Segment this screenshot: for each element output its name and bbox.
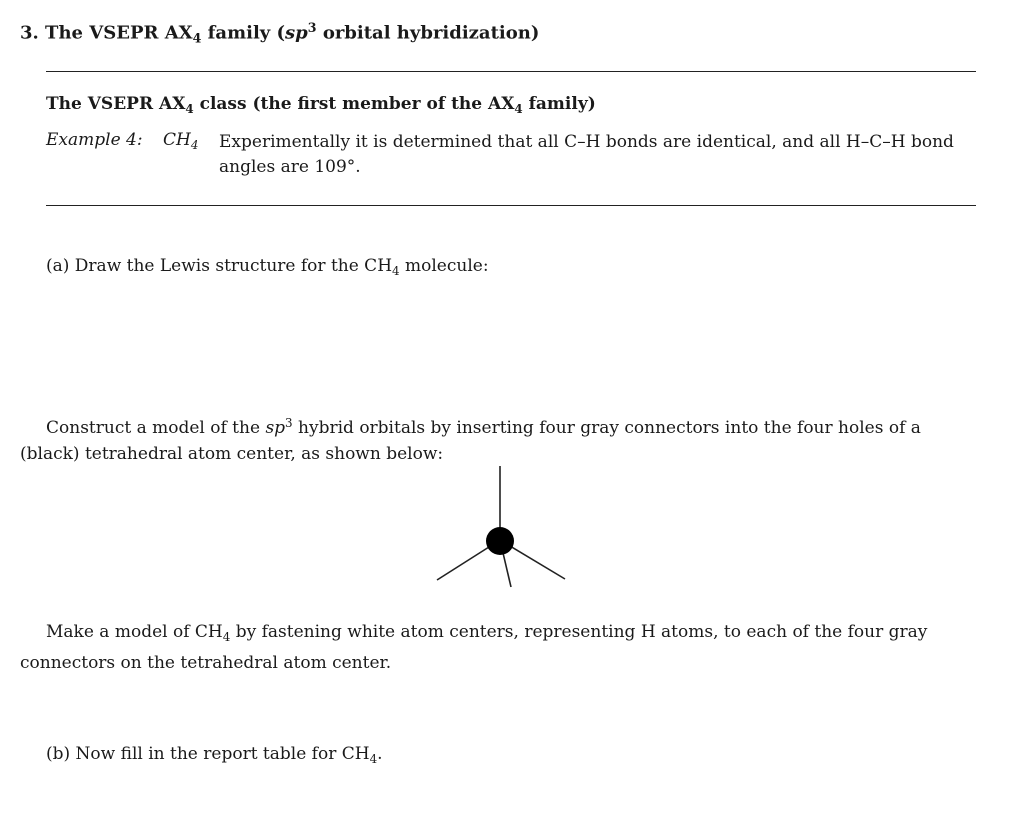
- class-subtitle: The VSEPR $AX_4$ class (the first member of the $AX_4$ family): [46, 94, 596, 117]
- section-title: 3. The VSEPR $AX_4$ family ($sp^3$ orbital hybridization): [20, 20, 540, 46]
- divider-bottom: [46, 205, 976, 206]
- model-instructions: Make a model of $CH_4$ by fastening white atom centers, representing H atoms, to each of the four gray connectors on the tetrahedral atom center.: [20, 622, 928, 674]
- example-description: Experimentally it is determined that all C–H bonds are identical, and all H–C–H bond angles are 109°.: [219, 132, 954, 177]
- tetrahedral-atom-center-icon: [420, 462, 580, 592]
- example-label: Example 4:: [46, 130, 143, 150]
- part-b-prompt: (b) Now fill in the report table for $CH_4$.: [46, 744, 383, 767]
- atom-center: [486, 527, 514, 555]
- construct-instructions: Construct a model of the $sp^3$ hybrid orbitals by inserting four gray connectors into the four holes of a (black) tetrahedral atom center, as shown below:: [20, 416, 921, 464]
- part-a-prompt: (a) Draw the Lewis structure for the $CH_4$ molecule:: [46, 256, 489, 279]
- divider-top: [46, 71, 976, 72]
- example-molecule: $CH_4$: [163, 130, 199, 153]
